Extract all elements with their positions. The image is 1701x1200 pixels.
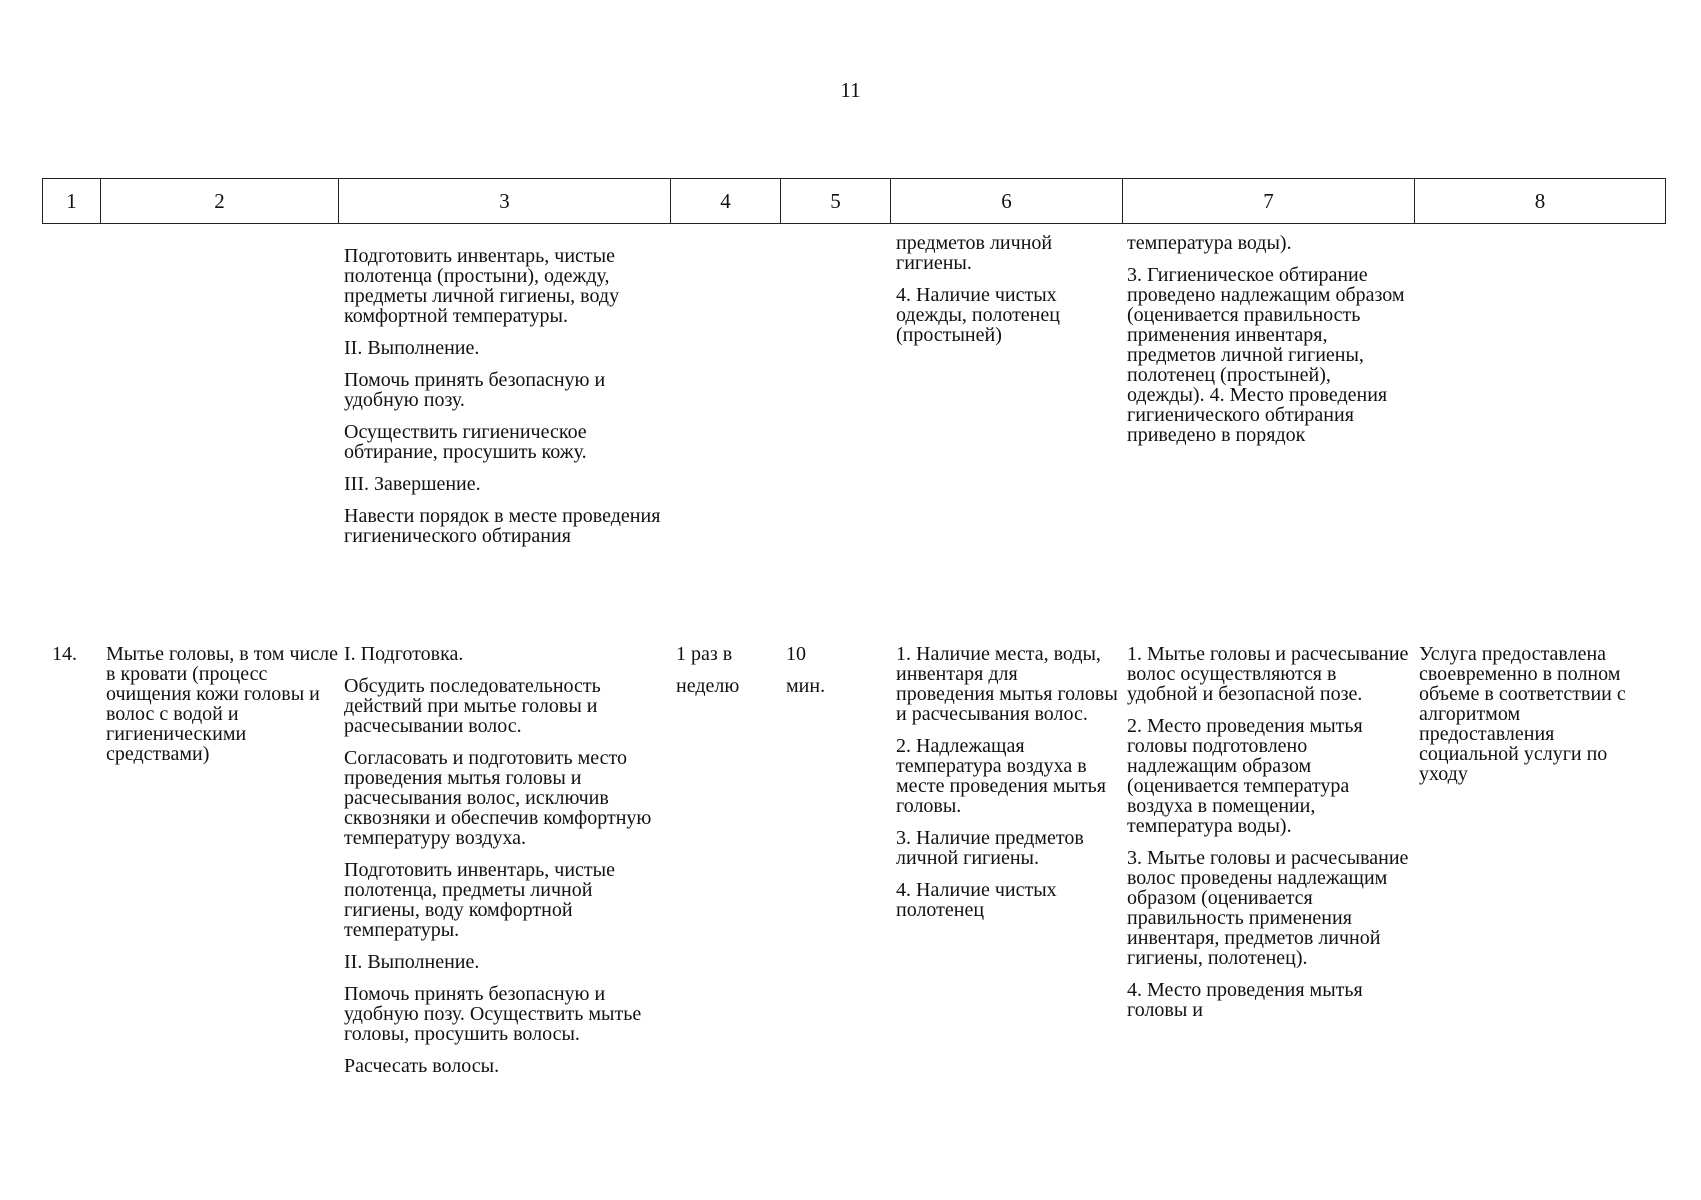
cell-paragraph: II. Выполнение.	[344, 951, 480, 973]
cell-paragraph: 3. Наличие предметов личной гигиены.	[896, 827, 1084, 869]
cell-paragraph: Согласовать и подготовить место проведения мытья головы и расчесывания волос, исключив сквозняки и обеспечив комфортную температуру воздуха.	[344, 747, 652, 849]
cell-paragraph: 2. Место проведения мытья головы подготовлено надлежащим образом (оценивается температура воздуха в помещении, температура воды).	[1127, 715, 1363, 837]
row-14-col3	[344, 644, 670, 1076]
header-col-4: 4	[671, 179, 781, 223]
cell-paragraph: 4. Место проведения мытья головы и	[1127, 979, 1363, 1021]
cell-paragraph: Осуществить гигиеническое обтирание, просушить кожу.	[344, 421, 587, 463]
cell-paragraph: 1. Наличие места, воды, инвентаря для проведения мытья головы и расчесывания волос.	[896, 643, 1118, 725]
cell-paragraph: Расчесать волосы.	[344, 1055, 500, 1077]
row-14-service-name: Мытье головы, в том числе в кровати (процесс очищения кожи головы и волос с водой и гигиеническими средствами)	[106, 643, 338, 765]
header-col-6: 6	[891, 179, 1123, 223]
cell-paragraph: I. Подготовка.	[344, 643, 464, 665]
cell-paragraph: 10	[786, 643, 806, 665]
continued-row-col6	[896, 233, 1118, 345]
cell-paragraph: 3. Гигиеническое обтирание проведено надлежащим образом (оценивается правильность применения инвентаря, предметов личной гигиены, полотенец (простыней), одежды). 4. Место проведения гигиенического обтирания приведено в порядок	[1127, 264, 1405, 446]
header-col-3: 3	[339, 179, 671, 223]
continued-row-col7	[1127, 233, 1409, 445]
header-col-8: 8	[1534, 188, 1546, 213]
page-number: 11	[840, 78, 861, 102]
row-14-col8: Услуга предоставлена своевременно в полном объеме в соответствии с алгоритмом предоставления социальной услуги по уходу	[1419, 643, 1626, 785]
row-14-col6	[896, 644, 1118, 920]
cell-paragraph: 3. Мытье головы и расчесывание волос проведены надлежащим образом (оценивается правильность применения инвентаря, предметов личной гигиены, полотенец).	[1127, 847, 1409, 969]
table-header-row	[42, 178, 1666, 224]
row-14-number: 14.	[52, 643, 77, 665]
cell-paragraph: Подготовить инвентарь, чистые полотенца (простыни), одежду, предметы личной гигиены, воду комфортной температуры.	[344, 245, 620, 327]
row-14-duration	[786, 644, 886, 696]
cell-paragraph: III. Завершение.	[344, 473, 481, 495]
cell-paragraph: 2. Надлежащая температура воздуха в месте проведения мытья головы.	[896, 735, 1106, 817]
header-col-7: 7	[1123, 179, 1415, 223]
cell-paragraph: мин.	[786, 675, 826, 697]
cell-paragraph: 4. Наличие чистых полотенец	[896, 879, 1057, 921]
cell-paragraph: Помочь принять безопасную и удобную позу. Осуществить мытье головы, просушить волосы.	[344, 983, 642, 1045]
row-14-col7	[1127, 644, 1409, 1020]
header-col-2: 2	[101, 179, 339, 223]
row-14-frequency	[676, 644, 776, 696]
cell-paragraph: 1. Мытье головы и расчесывание волос осуществляются в удобной и безопасной позе.	[1127, 643, 1409, 705]
cell-paragraph: Навести порядок в месте проведения гигиенического обтирания	[344, 505, 661, 547]
cell-paragraph: Помочь принять безопасную и удобную позу.	[344, 369, 606, 411]
cell-paragraph: Обсудить последовательность действий при мытье головы и расчесывании волос.	[344, 675, 601, 737]
cell-paragraph: предметов личной гигиены.	[896, 232, 1053, 274]
cell-paragraph: температура воды).	[1127, 232, 1292, 254]
header-col-5: 5	[781, 179, 891, 223]
cell-paragraph: II. Выполнение.	[344, 337, 480, 359]
cell-paragraph: 1 раз в	[676, 643, 733, 665]
header-col-1: 1	[43, 179, 101, 223]
cell-paragraph: неделю	[676, 675, 740, 697]
cell-paragraph: Подготовить инвентарь, чистые полотенца, предметы личной гигиены, воду комфортной температуры.	[344, 859, 615, 941]
continued-row-col3	[344, 246, 670, 546]
cell-paragraph: 4. Наличие чистых одежды, полотенец (простыней)	[896, 284, 1060, 346]
